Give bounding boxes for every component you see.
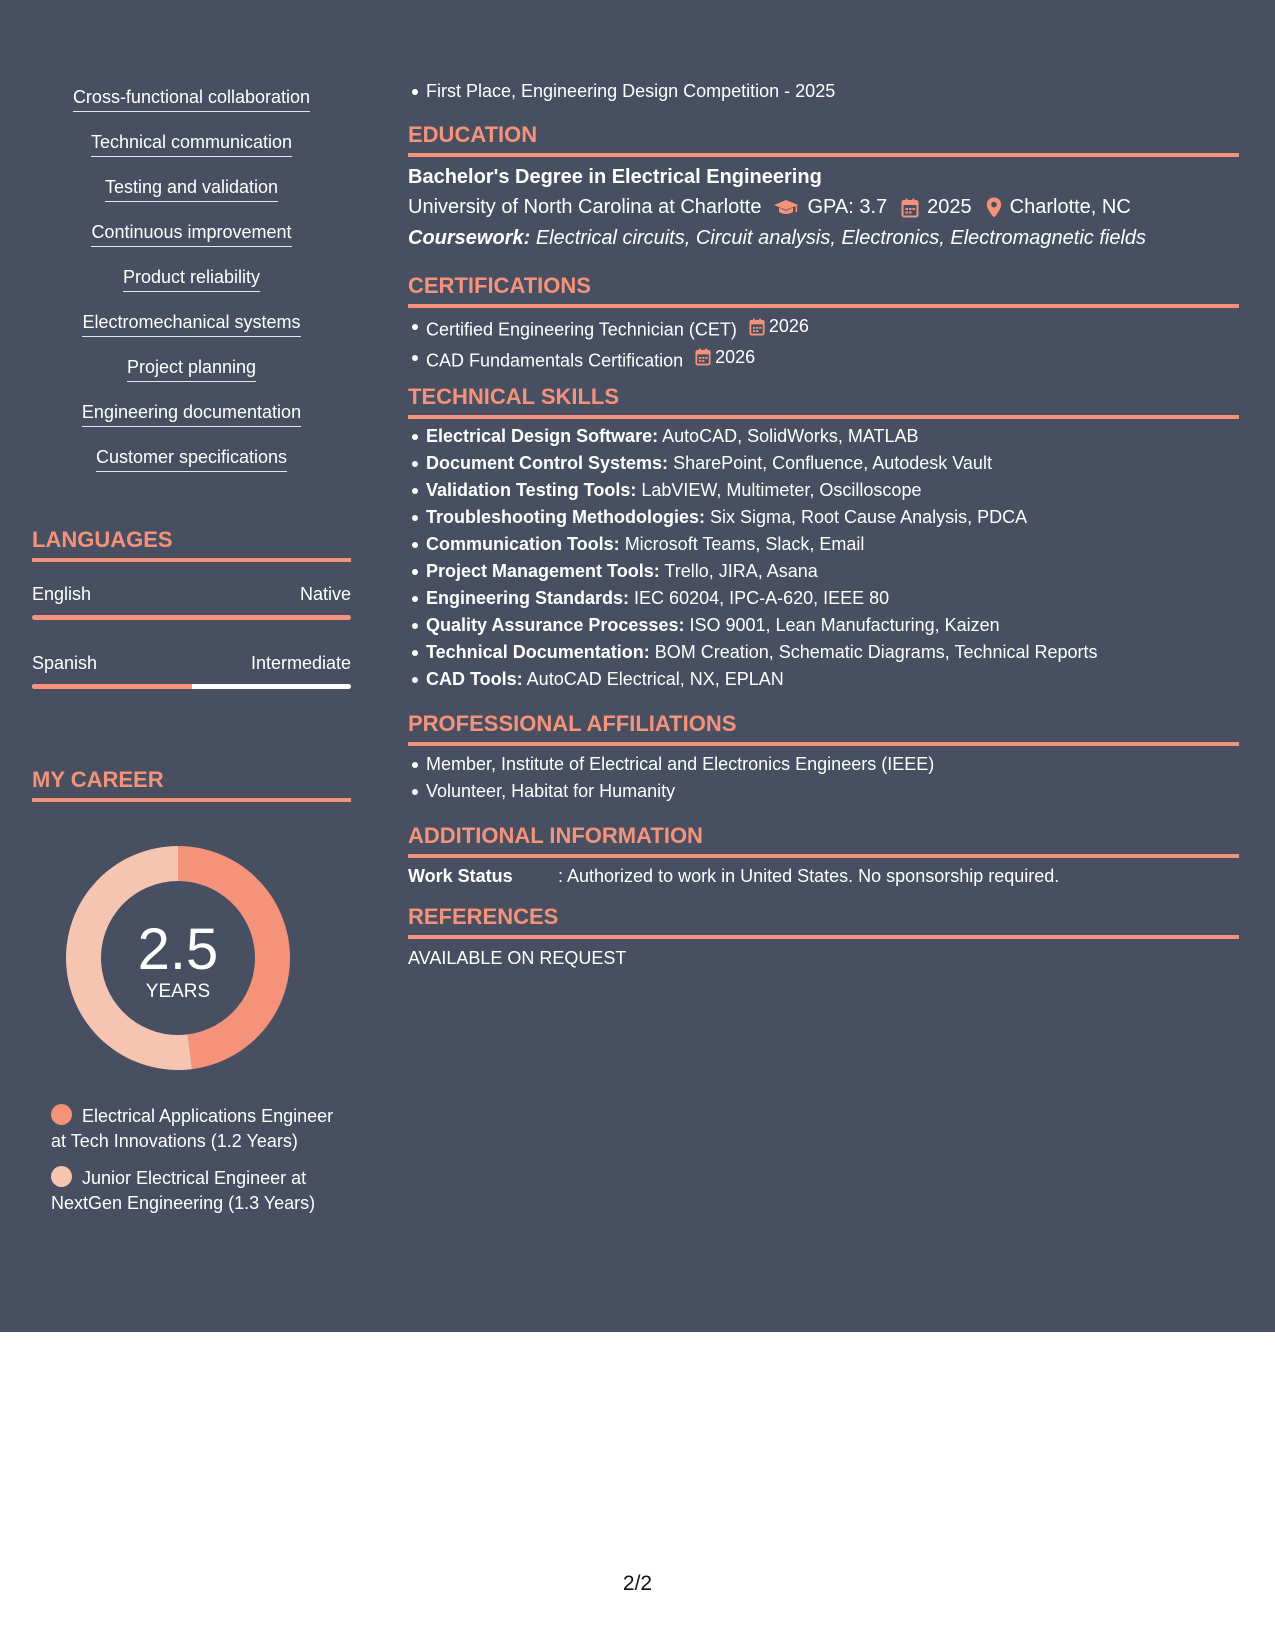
affiliation-item: Member, Institute of Electrical and Electronics Engineers (IEEE) <box>426 751 1257 778</box>
skill-values: ISO 9001, Lean Manufacturing, Kaizen <box>689 615 1000 635</box>
skill-item <box>32 311 351 356</box>
skill-category: Electrical Design Software: <box>426 426 659 446</box>
skill-item <box>32 221 351 266</box>
certification-year: 2026 <box>715 346 756 367</box>
language-name: English <box>32 584 92 604</box>
work-status <box>408 864 1059 888</box>
career-total-unit: YEARS <box>145 981 211 1002</box>
skill-category: Technical Documentation: <box>426 642 650 662</box>
certification-item <box>426 313 1257 344</box>
technical-skill-item <box>426 612 1257 639</box>
coursework-value: Electrical circuits, Circuit analysis, Electronics, Electromagnetic fields <box>535 227 1147 249</box>
sidebar <box>32 0 351 1332</box>
skill-label: Product reliability <box>123 266 260 292</box>
award-item: First Place, Engineering Design Competition - 2025 <box>426 78 1257 105</box>
language-english <box>32 583 351 620</box>
language-name: Spanish <box>32 653 98 673</box>
language-spanish <box>32 652 351 689</box>
skill-label: Cross-functional collaboration <box>73 86 310 112</box>
work-status-label: Work Status <box>408 866 513 886</box>
gpa: GPA: 3.7 <box>807 196 888 218</box>
calendar-icon <box>749 318 765 336</box>
language-bar-fill <box>32 615 351 620</box>
skill-item <box>32 401 351 446</box>
technical-skill-item <box>426 558 1257 585</box>
certification-item <box>426 344 1257 375</box>
skill-item <box>32 356 351 401</box>
technical-skill-item <box>426 504 1257 531</box>
skill-label: Customer specifications <box>96 446 287 472</box>
school-name: University of North Carolina at Charlotte <box>408 196 762 218</box>
skill-values: IEC 60204, IPC-A-620, IEEE 80 <box>634 588 890 608</box>
calendar-icon <box>695 348 711 366</box>
skill-values: Trello, JIRA, Asana <box>664 561 818 581</box>
career-total-value: 2.5 <box>137 917 219 982</box>
graduation-cap-icon <box>773 199 799 217</box>
technical-skills-heading: TECHNICAL SKILLS <box>408 383 1239 419</box>
language-bar-fill <box>32 684 192 689</box>
affiliation-item: Volunteer, Habitat for Humanity <box>426 778 1257 805</box>
technical-skills-list <box>408 423 1257 693</box>
legend-label: Junior Electrical Engineer at NextGen Engineering (1.3 Years) <box>51 1168 316 1213</box>
legend-label: Electrical Applications Engineer at Tech Innovations (1.2 Years) <box>51 1106 334 1151</box>
skill-item <box>32 266 351 311</box>
calendar-icon <box>901 198 919 218</box>
skill-item <box>32 131 351 176</box>
technical-skill-item <box>426 423 1257 450</box>
skills-list <box>32 86 351 491</box>
skill-category: Project Management Tools: <box>426 561 660 581</box>
skill-category: Engineering Standards: <box>426 588 630 608</box>
main-column <box>408 0 1239 1332</box>
technical-skill-item <box>426 477 1257 504</box>
skill-values: AutoCAD, SolidWorks, MATLAB <box>662 426 919 446</box>
affiliations-heading: PROFESSIONAL AFFILIATIONS <box>408 710 1239 746</box>
legend-dot-icon <box>51 1104 72 1125</box>
skill-item <box>32 446 351 491</box>
references-heading: REFERENCES <box>408 903 1239 939</box>
affiliations-list <box>408 751 1257 805</box>
skill-category: Troubleshooting Methodologies: <box>426 507 705 527</box>
skill-values: BOM Creation, Schematic Diagrams, Technical Reports <box>654 642 1098 662</box>
work-status-value: : Authorized to work in United States. No sponsorship required. <box>558 866 1060 886</box>
skill-category: Validation Testing Tools: <box>426 480 637 500</box>
skill-label: Technical communication <box>91 131 292 157</box>
coursework-label: Coursework: <box>408 227 531 249</box>
legend-item <box>51 1104 341 1154</box>
technical-skill-item <box>426 666 1257 693</box>
skill-label: Electromechanical systems <box>82 311 300 337</box>
technical-skill-item <box>426 531 1257 558</box>
language-bar <box>32 615 351 620</box>
education-entry <box>408 162 1239 254</box>
skill-values: AutoCAD Electrical, NX, EPLAN <box>526 669 784 689</box>
awards-list <box>408 78 1257 105</box>
legend-dot-icon <box>51 1166 72 1187</box>
skill-label: Testing and validation <box>105 176 278 202</box>
skill-item <box>32 176 351 221</box>
career-legend <box>51 1104 341 1228</box>
career-heading: MY CAREER <box>32 766 351 802</box>
education-heading: EDUCATION <box>408 121 1239 157</box>
language-level: Intermediate <box>250 653 351 673</box>
degree-title: Bachelor's Degree in Electrical Engineering <box>408 166 822 188</box>
school-location: Charlotte, NC <box>1009 196 1131 218</box>
skill-label: Continuous improvement <box>91 221 291 247</box>
skill-category: Communication Tools: <box>426 534 620 554</box>
technical-skill-item <box>426 585 1257 612</box>
graduation-year: 2025 <box>927 196 972 218</box>
career-donut-chart <box>66 846 290 1070</box>
page-number: 2/2 <box>622 1572 653 1595</box>
skill-label: Engineering documentation <box>82 401 301 427</box>
skill-category: Document Control Systems: <box>426 453 669 473</box>
additional-info-heading: ADDITIONAL INFORMATION <box>408 822 1239 858</box>
skill-item <box>32 86 351 131</box>
certification-name: Certified Engineering Technician (CET) <box>426 319 737 340</box>
certifications-heading: CERTIFICATIONS <box>408 272 1239 308</box>
language-level: Native <box>299 584 351 604</box>
skill-category: CAD Tools: <box>426 669 523 689</box>
skill-values: LabVIEW, Multimeter, Oscilloscope <box>641 480 922 500</box>
languages-heading: LANGUAGES <box>32 526 351 562</box>
skill-values: Microsoft Teams, Slack, Email <box>624 534 865 554</box>
legend-item <box>51 1166 341 1216</box>
skill-category: Quality Assurance Processes: <box>426 615 685 635</box>
certification-year: 2026 <box>768 316 809 336</box>
skill-label: Project planning <box>127 356 256 382</box>
skill-values: Six Sigma, Root Cause Analysis, PDCA <box>710 507 1028 527</box>
certification-name: CAD Fundamentals Certification <box>426 350 684 370</box>
coursework <box>408 223 1239 254</box>
certifications-list <box>408 313 1257 374</box>
references-text: AVAILABLE ON REQUEST <box>408 948 627 968</box>
technical-skill-item <box>426 639 1257 666</box>
location-pin-icon <box>986 197 1002 218</box>
skill-values: SharePoint, Confluence, Autodesk Vault <box>673 453 992 473</box>
language-bar <box>32 684 351 689</box>
technical-skill-item <box>426 450 1257 477</box>
